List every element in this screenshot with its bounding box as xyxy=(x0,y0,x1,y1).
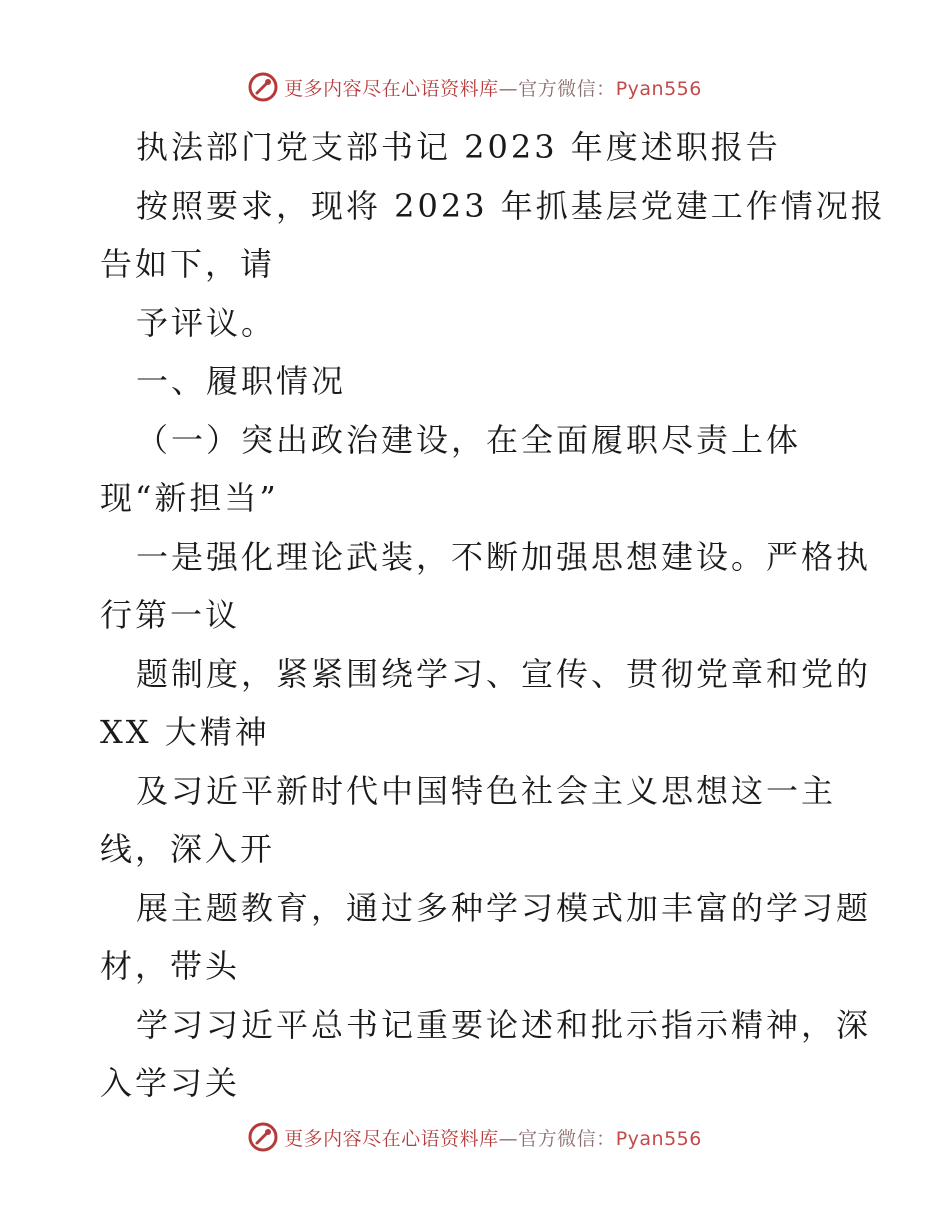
document-title: 执法部门党支部书记 2023 年度述职报告 xyxy=(136,128,781,166)
document-body xyxy=(100,118,886,1113)
header-banner xyxy=(0,72,950,102)
banner-text: 更多内容尽在心语资料库—官方微信：Pyan556 xyxy=(284,1127,702,1150)
paragraph-line: 告如下，请 xyxy=(100,245,276,283)
brand-logo-icon xyxy=(248,1122,278,1152)
banner-text: 更多内容尽在心语资料库—官方微信：Pyan556 xyxy=(284,77,702,100)
paragraph-line: 展主题教育，通过多种学习模式加丰富的学习题 xyxy=(136,888,872,927)
paragraph-line: 线，深入开 xyxy=(100,830,276,868)
paragraph-line: 及习近平新时代中国特色社会主义思想这一主 xyxy=(136,771,837,810)
footer-banner xyxy=(0,1122,950,1152)
paragraph-line: 入学习关 xyxy=(100,1064,241,1102)
paragraph-line: 题制度，紧紧围绕学习、宣传、贯彻党章和党的 xyxy=(136,654,872,693)
paragraph-line: 学习习近平总书记重要论述和批示指示精神，深 xyxy=(136,1005,872,1044)
paragraph-line: 按照要求，现将 2023 年抓基层党建工作情况报 xyxy=(136,186,886,225)
paragraph-line: 予评议。 xyxy=(136,303,277,342)
paragraph-line: 一是强化理论武装，不断加强思想建设。严格执 xyxy=(136,537,872,576)
brand-logo-icon xyxy=(248,72,278,102)
paragraph-line: 行第一议 xyxy=(100,596,241,634)
paragraph-line: 材，带头 xyxy=(100,947,241,985)
paragraph-line: 现“新担当” xyxy=(100,479,279,517)
section-heading: 一、履职情况 xyxy=(136,362,347,400)
paragraph-line: XX 大精神 xyxy=(100,713,270,751)
subsection-heading: （一）突出政治建设，在全面履职尽责上体 xyxy=(136,420,802,459)
